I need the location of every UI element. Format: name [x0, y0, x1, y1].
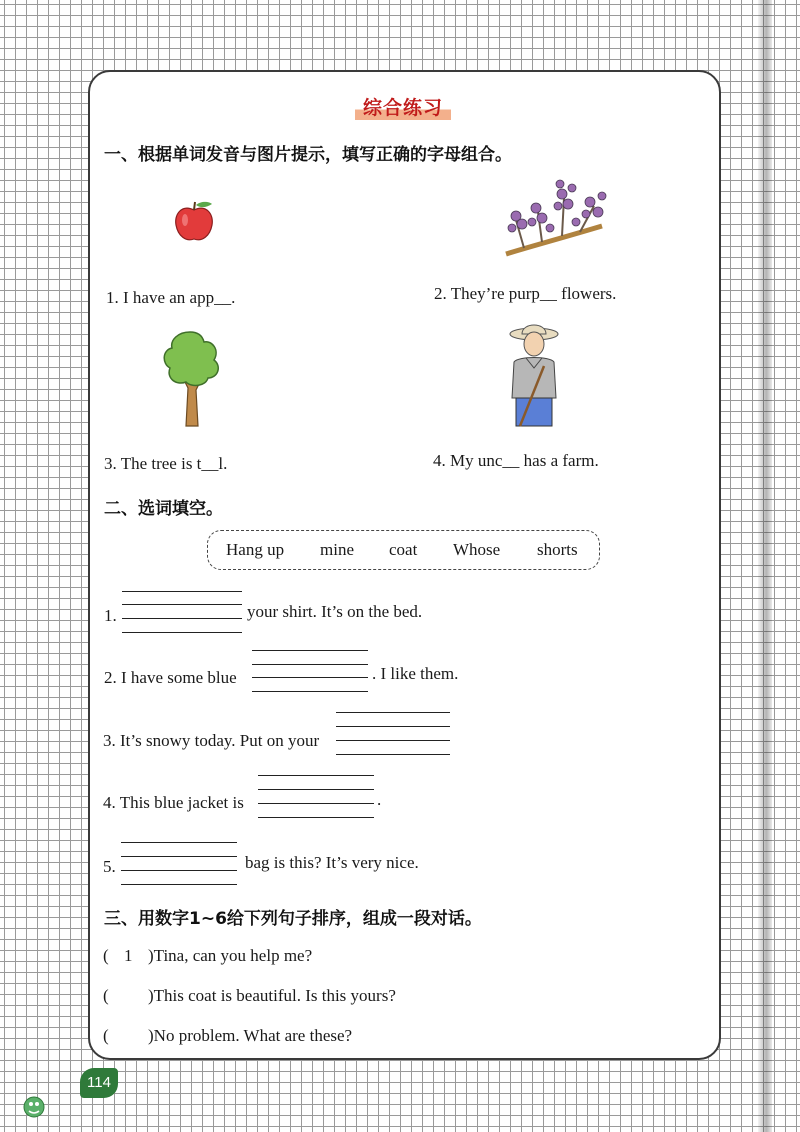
word-bank-item: Whose	[453, 540, 501, 559]
writing-line[interactable]	[122, 632, 242, 633]
fill-question-4-text: 4. This blue jacket is	[103, 793, 244, 812]
writing-line[interactable]	[336, 726, 450, 727]
order-sentence-2: )This coat is beautiful. Is this yours?	[148, 986, 396, 1005]
order-answer-1[interactable]: 1	[124, 946, 133, 965]
writing-line[interactable]	[336, 712, 450, 713]
writing-line[interactable]	[252, 650, 368, 651]
fill-question-5-text: bag is this? It’s very nice.	[245, 853, 419, 872]
publisher-logo-icon	[22, 1094, 46, 1120]
writing-line[interactable]	[336, 754, 450, 755]
fill-question-1-number: 1.	[104, 606, 117, 625]
page-title: 综合练习	[355, 93, 451, 123]
word-bank-item: mine	[320, 540, 354, 559]
writing-line[interactable]	[121, 884, 237, 885]
fill-question-3-text: 3. It’s snowy today. Put on your	[103, 731, 320, 750]
section3-heading: 三、用数字1~6给下列句子排序，组成一段对话。	[104, 909, 482, 929]
word-bank-item: Hang up	[226, 540, 285, 559]
section2-heading: 二、选词填空。	[104, 499, 223, 519]
writing-line[interactable]	[258, 817, 374, 818]
section1-item-4: 4. My unc__ has a farm.	[433, 451, 599, 470]
writing-line[interactable]	[258, 789, 374, 790]
writing-line[interactable]	[121, 870, 237, 871]
fill-question-4-end: .	[377, 790, 382, 809]
order-sentence-1: )Tina, can you help me?	[148, 946, 313, 965]
page-number-badge: 114	[80, 1068, 118, 1098]
word-bank-item: shorts	[537, 540, 578, 559]
apple-icon	[172, 198, 216, 244]
fill-question-1-text: your shirt. It’s on the bed.	[247, 602, 423, 621]
fill-question-5-number: 5.	[103, 857, 116, 876]
section1-item-3: 3. The tree is t__l.	[104, 454, 228, 473]
purple-flowers-icon	[502, 176, 614, 260]
writing-line[interactable]	[252, 691, 368, 692]
writing-line[interactable]	[258, 803, 374, 804]
writing-line[interactable]	[122, 604, 242, 605]
order-paren-open: (	[103, 1026, 109, 1045]
writing-line[interactable]	[121, 856, 237, 857]
writing-line[interactable]	[258, 775, 374, 776]
section1-item-1: 1. I have an app__.	[106, 288, 236, 307]
writing-line[interactable]	[121, 842, 237, 843]
order-paren-open: (	[103, 986, 109, 1005]
writing-line[interactable]	[252, 677, 368, 678]
section1-heading: 一、根据单词发音与图片提示，填写正确的字母组合。	[104, 145, 512, 165]
section1-item-2: 2. They’re purp__ flowers.	[434, 284, 617, 303]
farmer-icon	[504, 318, 564, 430]
writing-line[interactable]	[122, 591, 242, 592]
order-sentence-3: )No problem. What are these?	[148, 1026, 353, 1045]
writing-line[interactable]	[252, 664, 368, 665]
order-paren-open: (	[103, 946, 109, 965]
writing-line[interactable]	[336, 740, 450, 741]
writing-line[interactable]	[122, 618, 242, 619]
fill-question-2-end: . I like them.	[372, 664, 459, 683]
fill-question-2-text: 2. I have some blue	[104, 668, 237, 687]
tree-icon	[160, 328, 222, 428]
word-bank-item: coat	[389, 540, 418, 559]
binding-shadow	[758, 0, 772, 1132]
